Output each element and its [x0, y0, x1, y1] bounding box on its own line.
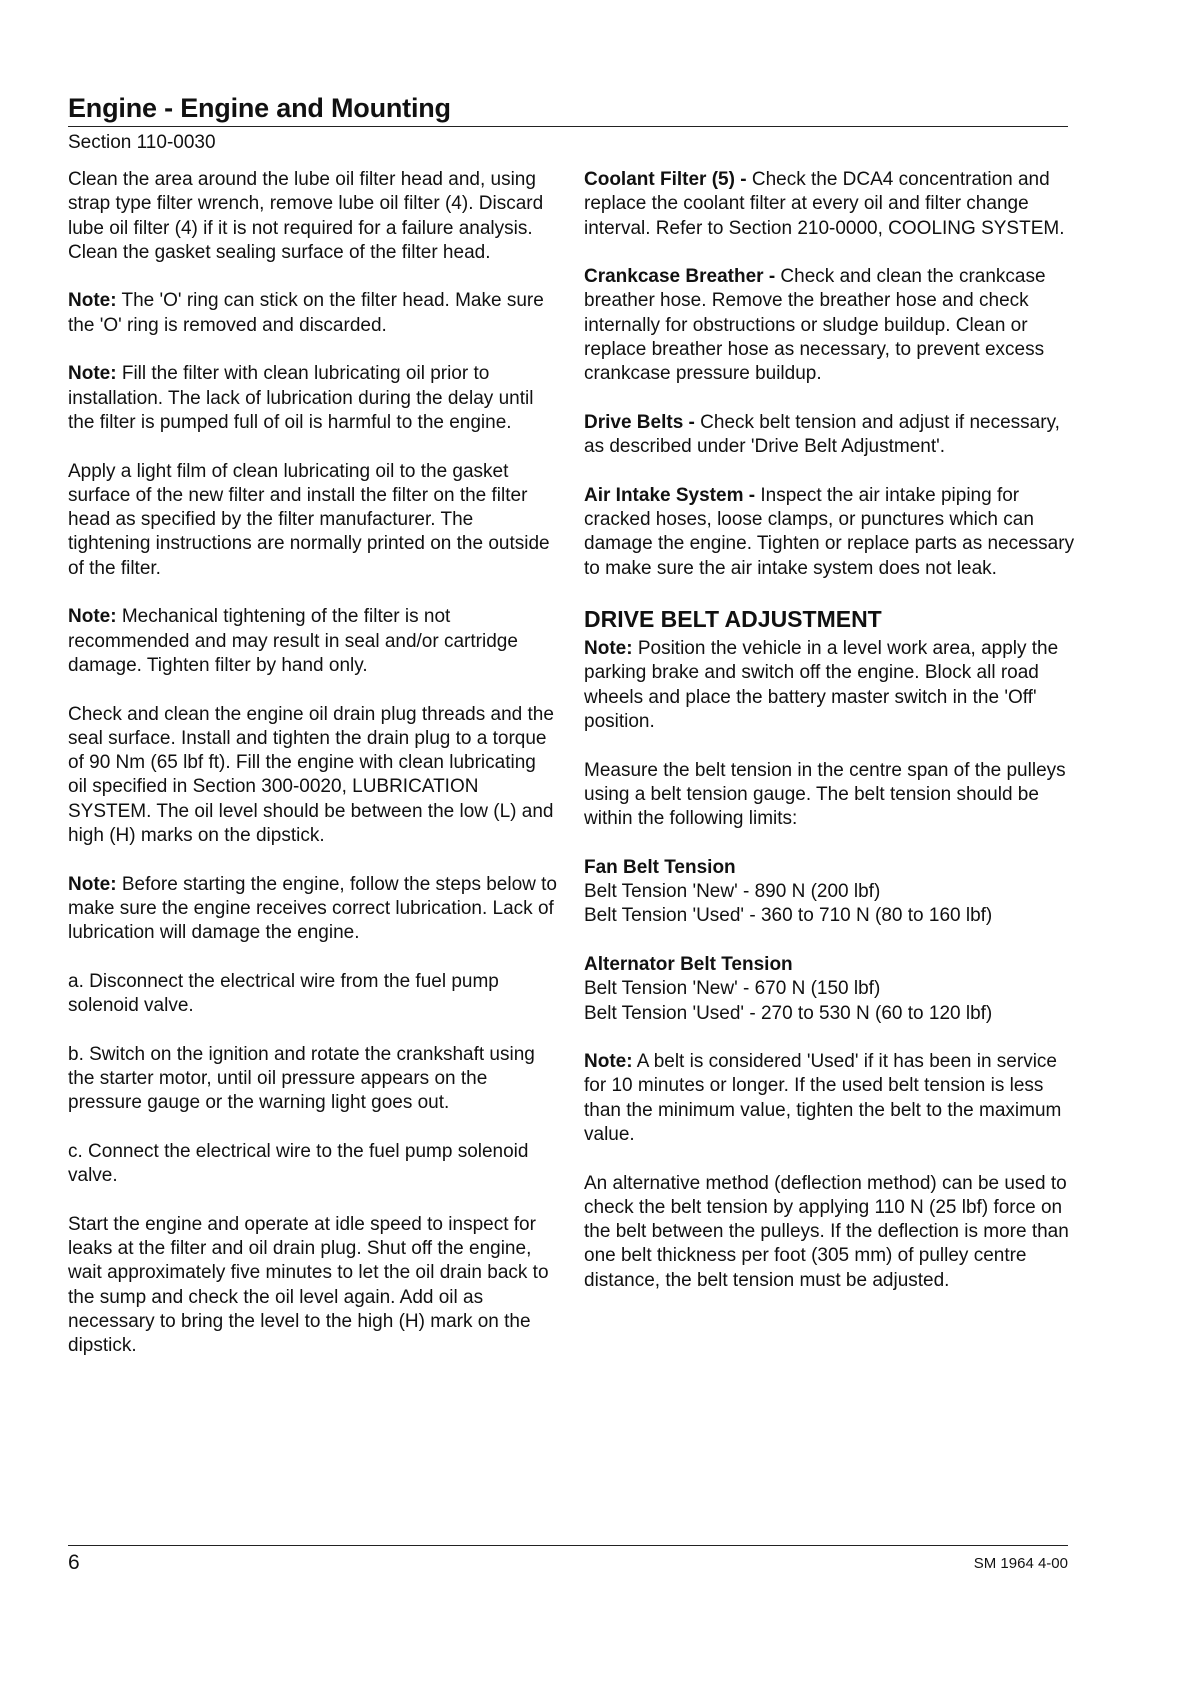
paragraph: Apply a light film of clean lubricating oil to the gasket surface of the new filter and install the filter on the filter head as specified by the filter manufacturer. The tightening instructions are normally printed on the outside of the filter. — [68, 460, 550, 579]
crankcase-breather-paragraph — [584, 265, 1080, 386]
step-b: b. Switch on the ignition and rotate the crankshaft using the starter motor, until oil pressure appears on the pressure gauge or the warning light goes out. — [68, 1043, 535, 1114]
note-text: Fill the filter with clean lubricating oil prior to installation. The lack of lubrication during the delay until the filter is pumped full of oil is harmful to the engine. — [68, 363, 534, 433]
spec-used: Belt Tension 'Used' - 360 to 710 N (80 to 160 lbf) — [584, 905, 993, 927]
item-label: Drive Belts - — [584, 411, 695, 433]
right-column — [584, 168, 1080, 1317]
section-number: Section 110-0030 — [68, 132, 216, 153]
note-label: Note: — [584, 1051, 633, 1073]
note-text: Mechanical tightening of the filter is not recommended and may result in seal and/or cartridge damage. Tighten filter by hand only. — [68, 606, 518, 676]
page-header — [68, 92, 1068, 155]
note-label: Note: — [584, 638, 633, 660]
paragraph: Start the engine and operate at idle speed to inspect for leaks at the filter and oil drain plug. Shut off the engine, wait approximately five minutes to let the oil drain back to the sump and check the oil level again. Add oil as necessary to bring the level to the high (H) mark on the dipstick. — [68, 1213, 549, 1357]
paragraph: Measure the belt tension in the centre span of the pulleys using a belt tension gauge. The belt tension should be within the following limits: — [584, 759, 1066, 830]
step-a: a. Disconnect the electrical wire from the fuel pump solenoid valve. — [68, 970, 499, 1017]
item-label: Air Intake System - — [584, 484, 756, 506]
spec-title: Fan Belt Tension — [584, 856, 736, 878]
item-text: Inspect the air intake piping for cracked hoses, loose clamps, or punctures which can damage the engine. Tighten or replace parts as necessary to make sure the air intake system does not leak. — [584, 484, 1075, 579]
step-c: c. Connect the electrical wire to the fuel pump solenoid valve. — [68, 1140, 529, 1187]
drive-belt-adjustment-heading: DRIVE BELT ADJUSTMENT — [584, 606, 882, 633]
left-column — [68, 168, 560, 1383]
note — [584, 637, 1080, 734]
air-intake-paragraph — [584, 484, 1080, 581]
alternator-belt-spec — [584, 953, 1080, 1026]
item-text: Check the DCA4 concentration and replace the coolant filter at every oil and filter change interval. Refer to Section 210-0000, COOLING SYSTEM. — [584, 169, 1065, 239]
item-label: Crankcase Breather - — [584, 266, 776, 288]
note-text: A belt is considered 'Used' if it has been in service for 10 minutes or longer. If the used belt tension is less than the minimum value, tighten the belt to the maximum value. — [584, 1051, 1062, 1145]
paragraph: Clean the area around the lube oil filter head and, using strap type filter wrench, remove lube oil filter (4). Discard lube oil filter (4) if it is not required for a failure analysis. Clean the gasket sealing surface of the filter head. — [68, 169, 544, 263]
note — [68, 873, 560, 946]
note — [68, 605, 560, 678]
note-label: Note: — [68, 873, 117, 895]
note-label: Note: — [68, 363, 117, 385]
item-text: Check belt tension and adjust if necessary, as described under 'Drive Belt Adjustment'. — [584, 411, 1060, 458]
spec-new: Belt Tension 'New' - 890 N (200 lbf) — [584, 881, 881, 903]
note-text: Before starting the engine, follow the steps below to make sure the engine receives correct lubrication. Lack of lubrication will damage the engine. — [68, 873, 557, 944]
page-number: 6 — [68, 1551, 80, 1574]
header-rule — [68, 126, 1068, 127]
coolant-filter-paragraph — [584, 168, 1080, 241]
note — [584, 1050, 1080, 1147]
spec-used: Belt Tension 'Used' - 270 to 530 N (60 to 120 lbf) — [584, 1002, 993, 1024]
note-text: Position the vehicle in a level work area, apply the parking brake and switch off the engine. Block all road wheels and place the battery master switch in the 'Off' position. — [584, 638, 1059, 732]
paragraph: An alternative method (deflection method) can be used to check the belt tension by applying 110 N (25 lbf) force on the belt between the pulleys. If the deflection is more than one belt thickness per foot (305 mm) of pulley centre distance, the belt tension must be adjusted. — [584, 1172, 1069, 1291]
footer-rule — [68, 1545, 1068, 1546]
paragraph: Check and clean the engine oil drain plug threads and the seal surface. Install and tighten the drain plug to a torque of 90 Nm (65 lbf ft). Fill the engine with clean lubricating oil specified in Section 300-0020, LUBRICATION SYSTEM. The oil level should be between the low (L) and high (H) marks on the dipstick. — [68, 703, 554, 847]
item-text: Check and clean the crankcase breather hose. Remove the breather hose and check internally for obstructions or sludge buildup. Clean or replace breather hose as necessary, to prevent excess crankcase pressure buildup. — [584, 266, 1046, 385]
page-title: Engine - Engine and Mounting — [68, 93, 451, 123]
item-label: Coolant Filter (5) - — [584, 169, 747, 190]
spec-new: Belt Tension 'New' - 670 N (150 lbf) — [584, 978, 881, 1000]
drive-belts-paragraph — [584, 411, 1080, 460]
spec-title: Alternator Belt Tension — [584, 953, 793, 975]
note — [68, 289, 560, 338]
note — [68, 362, 560, 435]
note-label: Note: — [68, 606, 117, 628]
note-text: The 'O' ring can stick on the filter head. Make sure the 'O' ring is removed and discarded. — [68, 290, 544, 336]
page-footer — [68, 1543, 1068, 1574]
note-label: Note: — [68, 290, 117, 312]
fan-belt-spec — [584, 856, 1080, 929]
document-code: SM 1964 4-00 — [973, 1555, 1068, 1572]
